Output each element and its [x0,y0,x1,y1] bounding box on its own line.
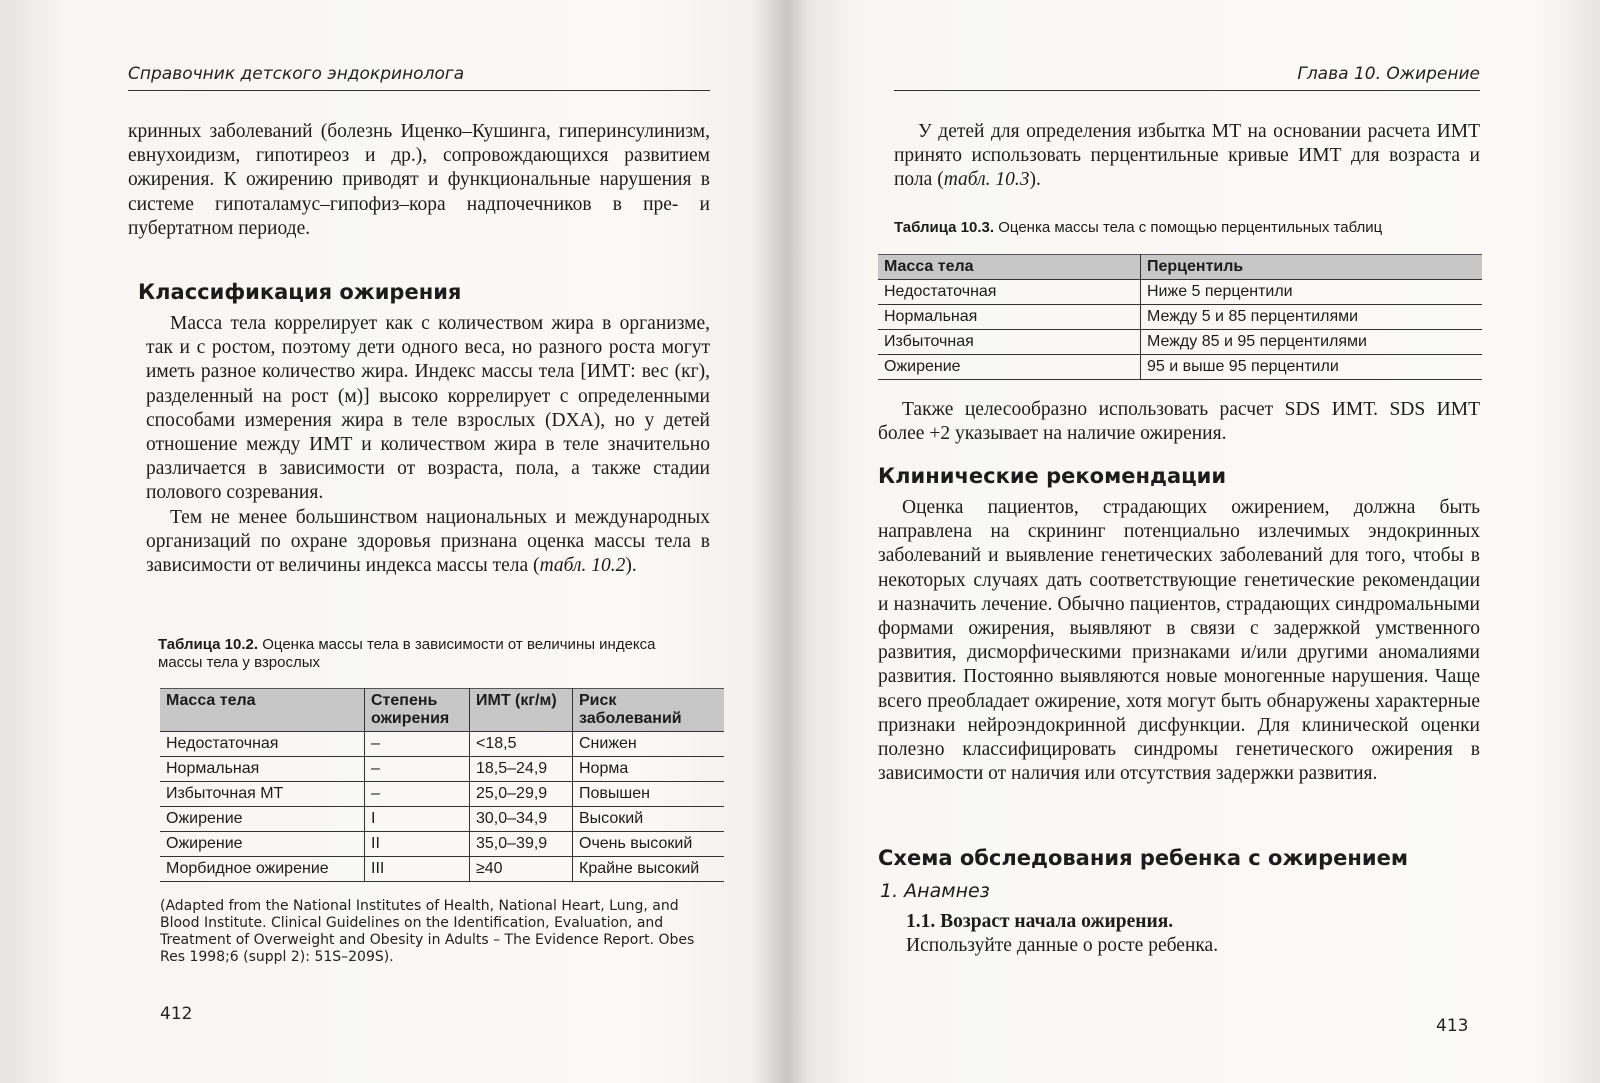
table-header-cell: Степень ожирения [365,689,470,732]
running-head-right: Глава 10. Ожирение [894,64,1480,91]
table-row [160,857,724,882]
section-heading-scheme: Схема обследования ребенка с ожирением [878,846,1409,870]
table-row [878,305,1482,330]
table-header-cell: Масса тела [878,255,1141,280]
table-cell: Снижен [573,732,725,757]
table-10-3 [878,254,1482,380]
paragraph-organizations: Тем не менее большинством национальных и международных организаций по охране здоровья признана оценка массы тела в зависимости от величины индекса массы тела (табл. 10.2). [146,506,710,577]
table-header-cell: Перцентиль [1141,255,1483,280]
table-header-cell: ИМТ (кг/м) [470,689,573,732]
table-cell: Нормальная [878,305,1141,330]
table-cell: Норма [573,757,725,782]
left-page [0,0,780,1083]
table-cell: Недостаточная [878,280,1141,305]
table-cell: Недостаточная [160,732,365,757]
table-cell: Избыточная [878,330,1141,355]
paragraph-bmi: Масса тела коррелирует как с количеством жира в организме, так и с ростом, поэтому дети одного веса, но разного роста могут иметь разное количество жира. Индекс массы тела [ИМТ: вес (кг), разделенный на рост (м)] высоко коррелирует с определенными способами измерения жира в теле взрослых (DXA), но у детей отношение между ИМТ и количеством жира в теле значительно различается в зависимости от возраста, пола, а также стадии полового созревания. Тем не менее большинством национальных и международных организаций по охране здоровья признана оценка массы тела в зависимости от величины индекса массы тела (табл. 10.2). [146,312,710,578]
table-cell: 35,0–39,9 [470,832,573,857]
table-cell: 30,0–34,9 [470,807,573,832]
table-10-2-source-note: (Adapted from the National Institutes of Health, National Heart, Lung, and Blood Institute. Clinical Guidelines on the Identification, Evaluation, and Treatment of Overweight and Obesity in Adults – The Evidence Report. Obes Res 1998;6 (suppl 2): 51S–209S). [160,898,695,965]
table-cell: 95 и выше 95 перцентили [1141,355,1483,380]
paragraph-sds: Также целесообразно использовать расчет SDS ИМТ. SDS ИМТ более +2 указывает на наличие ожирения. [878,399,1480,445]
section-heading-clinical: Клинические рекомендации [878,464,1227,488]
table-row [160,832,724,857]
subheading-anamnesis: 1. Анамнез [880,880,990,902]
table-cell: Ниже 5 перцентили [1141,280,1483,305]
item-onset-age: 1.1. Возраст начала ожирения. Используйте данные о росте ребенка. [906,911,1219,957]
paragraph-clinical: Оценка пациентов, страдающих ожирением, должна быть направлена на скрининг потенциально излечимых эндокринных заболеваний и выявление генетических заболеваний для того, чтобы в некоторых случаях дать соответствующие генетические рекомендации и назначить лечение. Обычно пациентов, страдающих синдромальными формами ожирения, выявляют в связи с задержкой умственного развития, дисморфическими признаками и/или другими аномалиями развития. Постоянно выявляются новые моногенные нарушения. Чаще всего преобладает ожирение, хотя могут быть обнаружены характерные признаки нейроэндокринной дисфункции. Для клинической оценки полезно классифицировать синдромы генетического ожирения в зависимости от наличия или отсутствия задержки развития. [878,497,1480,785]
table-row [878,280,1482,305]
table-header-row [878,255,1482,280]
table-cell: Очень высокий [573,832,725,857]
table-cell: – [365,732,470,757]
page-number-left: 412 [160,1004,193,1024]
table-cell: Ожирение [160,807,365,832]
section-heading-classification: Классификация ожирения [138,280,462,304]
table-cell: Повышен [573,782,725,807]
table-cell: Морбидное ожирение [160,857,365,882]
table-cell: I [365,807,470,832]
table-row [160,807,724,832]
table-cell: Между 85 и 95 перцентилями [1141,330,1483,355]
table-row [160,782,724,807]
table-cell: Избыточная МТ [160,782,365,807]
paragraph-percentile: У детей для определения избытка МТ на основании расчета ИМТ принято использовать перцентильные кривые ИМТ для возраста и пола (табл. 10.3). [894,121,1480,191]
table-header-cell: Риск заболеваний [573,689,725,732]
table-row [878,355,1482,380]
table-cell: Ожирение [878,355,1141,380]
running-head-left: Справочник детского эндокринолога [128,64,710,91]
table-10-2 [160,688,724,882]
table-header-row [160,689,724,732]
table-cell: II [365,832,470,857]
table-cell: 18,5–24,9 [470,757,573,782]
table-cell: Нормальная [160,757,365,782]
table-cell: Между 5 и 85 перцентилями [1141,305,1483,330]
table-cell: <18,5 [470,732,573,757]
right-page [800,0,1600,1083]
page-number-right: 413 [1436,1016,1469,1036]
table-row [160,757,724,782]
table-cell: III [365,857,470,882]
table-cell: – [365,782,470,807]
table-cell: ≥40 [470,857,573,882]
table-10-3-caption: Таблица 10.3. Оценка массы тела с помощью перцентильных таблиц [894,219,1383,236]
table-cell: 25,0–29,9 [470,782,573,807]
table-cell: Высокий [573,807,725,832]
table-row [160,732,724,757]
table-cell: Крайне высокий [573,857,725,882]
intro-paragraph: кринных заболеваний (болезнь Иценко–Кушинга, гиперинсулинизм, евнухоидизм, гипотиреоз и др.), сопровождающихся развитием ожирения. К ожирению приводят и функциональные нарушения в системе гипоталамус–гипофиз–кора надпочечников в пре- и пубертатном периоде. [128,121,710,239]
table-cell: Ожирение [160,832,365,857]
table-row [878,330,1482,355]
table-10-2-caption: Таблица 10.2. Оценка массы тела в зависимости от величины индекса массы тела у взрослых [158,636,656,671]
table-header-cell: Масса тела [160,689,365,732]
table-cell: – [365,757,470,782]
